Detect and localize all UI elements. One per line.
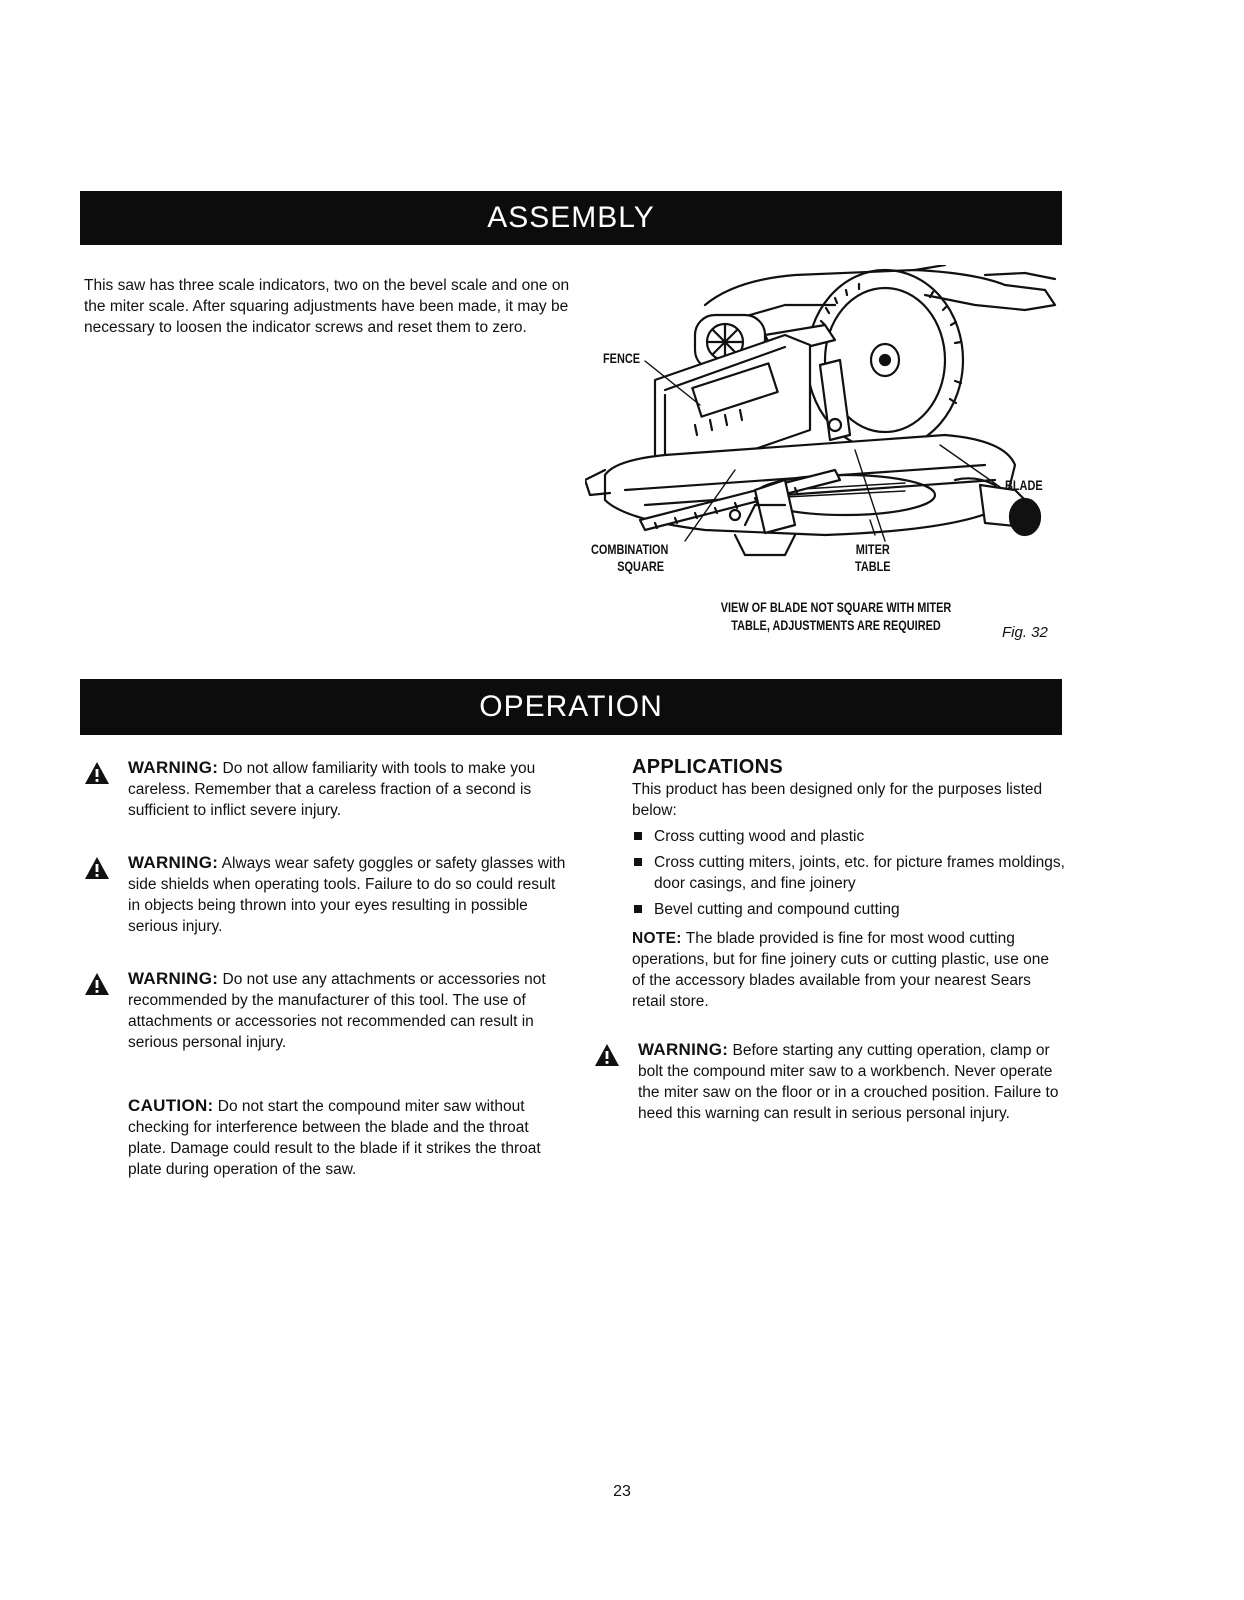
note-label: NOTE: [632,930,682,947]
list-item [632,899,1072,920]
list-item [632,852,1072,894]
list-item [632,826,1072,847]
warning-triangle-icon [84,856,110,880]
applications-note [632,928,1052,1012]
operation-section-heading: OPERATION [80,679,1062,735]
applications-list [632,826,1072,925]
figure-caption-line1: VIEW OF BLADE NOT SQUARE WITH MITER [720,599,952,615]
warning-label: WARNING: [128,758,219,777]
warning-label: WARNING: [128,853,219,872]
square-bullet-icon [634,832,642,840]
caution-label: CAUTION: [128,1096,214,1115]
figure-number: Fig. 32 [1002,624,1048,641]
figure-caption-line2: TABLE, ADJUSTMENTS ARE REQUIRED [731,617,941,633]
page-number: 23 [613,1483,631,1500]
list-item-text: Cross cutting wood and plastic [654,828,865,845]
caution-text: Do not start the compound miter saw without checking for interference between the blade and the throat plate. Damage could result to the blade if it strikes the throat plate during operation of the saw. [128,1098,541,1178]
combination-square-label [591,541,668,575]
assembly-intro-paragraph: This saw has three scale indicators, two on the bevel scale and one on the miter scale. After squaring adjustments have been made, it may be necessary to loosen the indicator screws and reset them to zero. [84,277,570,336]
list-item-text: Cross cutting miters, joints, etc. for picture frames moldings, door casings, and fine joinery [654,854,1065,892]
miter-table-label-line1: MITER [855,541,890,557]
miter-table-label [855,541,891,575]
note-text: The blade provided is fine for most wood cutting operations, but for fine joinery cuts or cutting plastic, use one of the accessory blades available from your nearest Sears retail store. [632,930,1050,1010]
combination-square-label-line1: COMBINATION [591,541,669,557]
list-item-text: Bevel cutting and compound cutting [654,901,900,918]
warning-text: Before starting any cutting operation, clamp or bolt the compound miter saw to a workbench. Never operate the miter saw on the floor or in a crouched position. Failure to heed this warning can result in serious personal injury. [638,1042,1059,1122]
miter-saw-figure [585,265,1075,595]
caution-throat-plate [128,1095,558,1180]
square-bullet-icon [634,858,642,866]
warning-triangle-icon [594,1043,620,1067]
square-bullet-icon [634,905,642,913]
figure-caption [680,598,992,634]
applications-heading: APPLICATIONS [632,756,784,778]
warning-text: Do not use any attachments or accessories not recommended by the manufacturer of this tool. The use of attachments or accessories not recommended can result in serious personal injury. [128,971,546,1051]
warning-triangle-icon [84,972,110,996]
miter-table-label-line2: TABLE [855,558,891,574]
warning-text: Always wear safety goggles or safety glasses with side shields when operating tools. Failure to do so could result in objects being thrown into your eyes resulting in possible serious injury. [128,855,566,935]
warning-safety-goggles [84,852,568,937]
warning-familiarity [84,757,558,821]
assembly-section-heading: ASSEMBLY [80,191,1062,245]
warning-triangle-icon [84,761,110,785]
warning-attachments [84,968,568,1053]
blade-label: BLADE [1005,477,1043,493]
warning-clamp-workbench [594,1039,1078,1124]
fence-label: FENCE [603,350,641,366]
warning-label: WARNING: [638,1040,729,1059]
combination-square-label-line2: SQUARE [617,558,665,574]
warning-text: Do not allow familiarity with tools to make you careless. Remember that a careless fraction of a second is sufficient to inflict severe injury. [128,760,536,819]
applications-intro: This product has been designed only for the purposes listed below: [632,781,1043,819]
warning-label: WARNING: [128,969,219,988]
